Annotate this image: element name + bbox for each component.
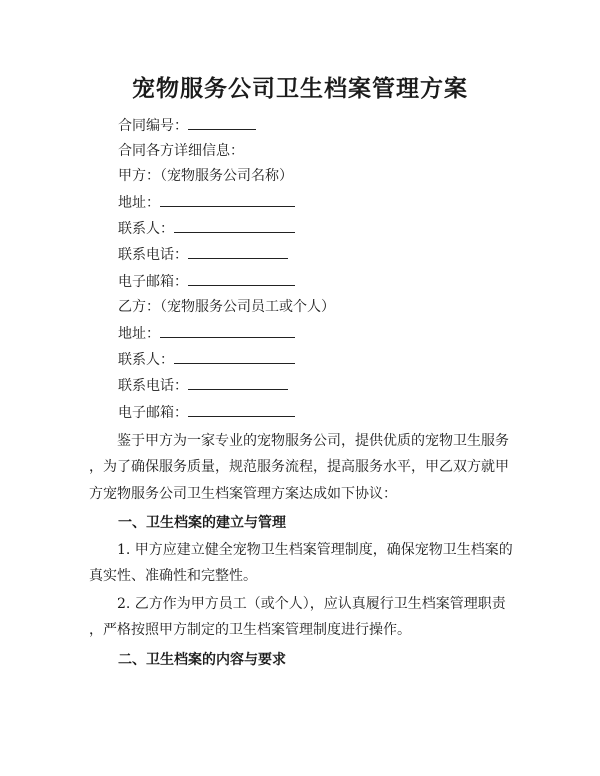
contract-number-blank	[188, 115, 256, 130]
preamble-line-1: 鉴于甲方为一家专业的宠物服务公司，提供优质的宠物卫生服务	[117, 433, 509, 449]
party-a-label: 甲方：（宠物服务公司名称）	[118, 168, 293, 184]
party-b-label: 乙方：（宠物服务公司员工或个人）	[118, 299, 335, 315]
party-b-phone-line	[118, 375, 288, 396]
party-a-email-blank	[188, 271, 295, 286]
contract-number-label: 合同编号：	[118, 118, 188, 134]
party-b-email-label: 电子邮箱：	[118, 405, 188, 421]
section-2-heading: 二、卫生档案的内容与要求	[118, 652, 286, 668]
party-a-phone-blank	[188, 244, 288, 259]
section-1-item-1-line-1: 1. 甲方应建立健全宠物卫生档案管理制度，确保宠物卫生档案的	[117, 542, 513, 558]
parties-info-label: 合同各方详细信息：	[118, 143, 244, 159]
party-b-address-line	[118, 323, 295, 344]
party-a-phone-label: 联系电话：	[118, 247, 188, 263]
party-b-address-blank	[160, 323, 295, 338]
preamble-line-3: 方宠物服务公司卫生档案管理方案达成如下协议：	[89, 486, 397, 502]
party-a-address-blank	[160, 192, 295, 207]
party-b-phone-blank	[188, 375, 288, 390]
party-a-address-line	[118, 192, 295, 213]
document-title: 宠物服务公司卫生档案管理方案	[132, 75, 468, 102]
party-a-contact-label: 联系人：	[118, 221, 174, 237]
party-b-email-blank	[188, 402, 295, 417]
party-a-contact-blank	[174, 218, 295, 233]
section-1-item-2-line-1: 2. 乙方作为甲方员工（或个人），应认真履行卫生档案管理职责	[117, 596, 506, 612]
party-a-email-label: 电子邮箱：	[118, 274, 188, 290]
section-1-item-1-line-2: 真实性、准确性和完整性。	[89, 568, 257, 584]
preamble-line-2: ，为了确保服务质量，规范服务流程，提高服务水平，甲乙双方就甲	[89, 459, 509, 475]
section-1-item-2-line-2: ，严格按照甲方制定的卫生档案管理制度进行操作。	[89, 622, 411, 638]
party-b-address-label: 地址：	[118, 326, 160, 342]
party-a-phone-line	[118, 244, 288, 265]
party-a-email-line	[118, 271, 295, 292]
party-b-contact-line	[118, 349, 295, 370]
contract-number-line	[118, 115, 256, 136]
party-a-contact-line	[118, 218, 295, 239]
party-b-phone-label: 联系电话：	[118, 378, 188, 394]
party-b-contact-label: 联系人：	[118, 352, 174, 368]
section-1-heading: 一、卫生档案的建立与管理	[118, 515, 286, 531]
party-a-address-label: 地址：	[118, 195, 160, 211]
party-b-contact-blank	[174, 349, 295, 364]
party-b-email-line	[118, 402, 295, 423]
